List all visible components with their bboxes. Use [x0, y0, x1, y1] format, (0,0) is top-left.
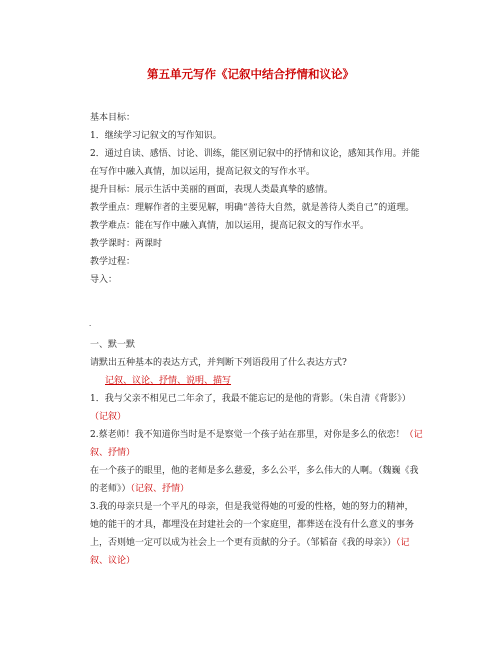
question-2-line-3: 在一个孩子的眼里，他的老师是多么慈爱，多么公平，多么伟大的人啊。（魏巍《我: [90, 466, 419, 476]
question-3-line-1: 3.我的母亲只是一个平凡的母亲，但是我觉得她的可爱的性格，她的努力的精神，: [90, 502, 414, 512]
question-2-line-1: [90, 429, 423, 442]
goal-1: 1．继续学习记叙文的写作知识。: [90, 131, 222, 141]
teaching-difficulty: 教学难点：能在写作中融入真情，加以运用，提高记叙文的写作水平。: [90, 221, 370, 231]
question-2-answer-2: （记叙、抒情）: [130, 484, 190, 494]
question-3-line-2: 她的能干的才具，都埋没在封建社会的一个家庭里，都葬送在没有什么意义的事务: [90, 520, 415, 530]
bullet-dot: ·: [89, 322, 92, 330]
question-2-answer-start: （记: [404, 430, 423, 440]
question-3-answer-start: （记: [396, 538, 410, 548]
goal-2-line-2: 在写作中融入真情，加以运用，提高记叙文的写作水平。: [90, 167, 316, 177]
question-2-text: 2.蔡老师！我不知道你当时是不是察觉一个孩子站在那里，对你是多么的依恋！: [90, 430, 405, 440]
question-3-source: 上，否则她一定可以成为社会上一个更有贡献的分子。（邹韬奋《我的母亲》）: [90, 538, 397, 548]
section-1-heading: 一、默一默: [90, 340, 136, 350]
teaching-hours: 教学课时：两课时: [90, 239, 163, 249]
question-2-source: 的老师》）: [90, 484, 131, 494]
basic-goal-label: 基本目标：: [90, 113, 136, 123]
upgrade-goal: 提升目标：展示生活中美丽的画面，表现人类最真挚的感情。: [90, 185, 334, 195]
question-2-answer: 叙、抒情）: [90, 448, 136, 458]
goal-2-line-1: 2．通过自读、感悟、讨论、训练，能区别记叙中的抒情和议论，感知其作用。并能: [90, 149, 420, 159]
teaching-key-point: 教学重点：理解作者的主要见解，明确“善待大自然，就是善待人类自己”的道理。: [90, 203, 415, 213]
question-3-line-3: [90, 537, 420, 550]
question-1-answer: （记叙）: [90, 412, 127, 422]
question-1: 1．我与父亲不相见已二年余了，我最不能忘记的是他的背影。（朱自清《背影》）: [90, 394, 411, 404]
page-title: 第五单元写作《记叙中结合抒情和议论》: [147, 67, 354, 81]
lead-in: 导入：: [90, 275, 118, 285]
teaching-process: 教学过程：: [90, 257, 136, 267]
section-1-prompt: 请默出五种基本的表达方式，并判断下列语段用了什么表达方式?: [90, 358, 347, 368]
expression-methods-answer: 记叙、议论、抒情、说明、描写: [105, 376, 232, 386]
question-3-answer: 叙、议论）: [90, 556, 136, 566]
question-2-line-4: [90, 483, 420, 496]
